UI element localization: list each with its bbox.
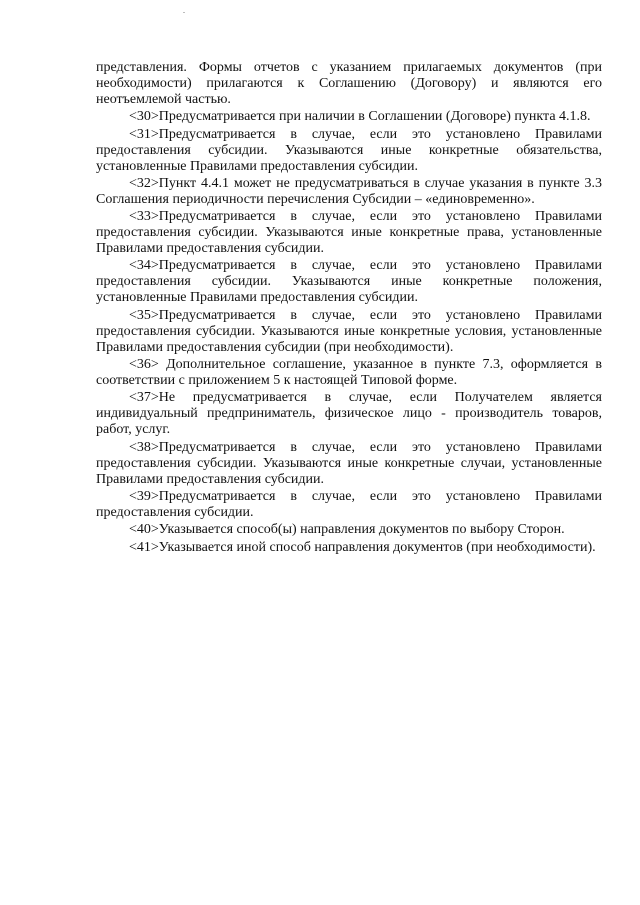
footnote-36: <36> Дополнительное соглашение, указанное в пункте 7.3, оформляется в соответствии с приложением 5 к настоящей Типовой форме. — [96, 357, 602, 389]
footnote-34: <34>Предусматривается в случае, если это установлено Правилами предоставления субсидии. Указываются иные конкретные положения, установленные Правилами предоставления субсидии. — [96, 258, 602, 306]
footnote-35: <35>Предусматривается в случае, если это установлено Правилами предоставления субсидии. Указываются иные конкретные условия, установленные Правилами предоставления субсидии (при необходимости). — [96, 307, 602, 355]
footnote-39: <39>Предусматривается в случае, если это установлено Правилами предоставления субсидии. — [96, 488, 602, 520]
footnote-40: <40>Указывается способ(ы) направления документов по выбору Сторон. — [129, 522, 565, 538]
scan-artifact — [183, 12, 185, 13]
footnote-30: <30>Предусматривается при наличии в Соглашении (Договоре) пункта 4.1.8. — [129, 109, 591, 125]
document-text-block — [96, 60, 602, 557]
footnote-37: <37>Не предусматривается в случае, если Получателем является индивидуальный предприниматель, физическое лицо - производитель товаров, работ, услуг. — [96, 390, 602, 438]
footnote-41: <41>Указывается иной способ направления документов (при необходимости). — [129, 539, 596, 555]
footnote-33: <33>Предусматривается в случае, если это установлено Правилами предоставления субсидии. Указываются иные конкретные права, установленные Правилами предоставления субсидии. — [96, 209, 602, 257]
footnote-31: <31>Предусматривается в случае, если это установлено Правилами предоставления субсидии. Указываются иные конкретные обязательства, установленные Правилами предоставления субсидии. — [96, 126, 602, 174]
footnote-32: <32>Пункт 4.4.1 может не предусматриваться в случае указания в пункте 3.3 Соглашения периодичности перечисления Субсидии – «единовременно». — [96, 175, 602, 207]
footnote-38: <38>Предусматривается в случае, если это установлено Правилами предоставления субсидии. Указываются иные конкретные случаи, установленные Правилами предоставления субсидии. — [96, 439, 602, 487]
paragraph-continuation: представления. Формы отчетов с указанием прилагаемых документов (при необходимости) прилагаются к Соглашению (Договору) и являются его неотъемлемой частью. — [96, 60, 602, 107]
